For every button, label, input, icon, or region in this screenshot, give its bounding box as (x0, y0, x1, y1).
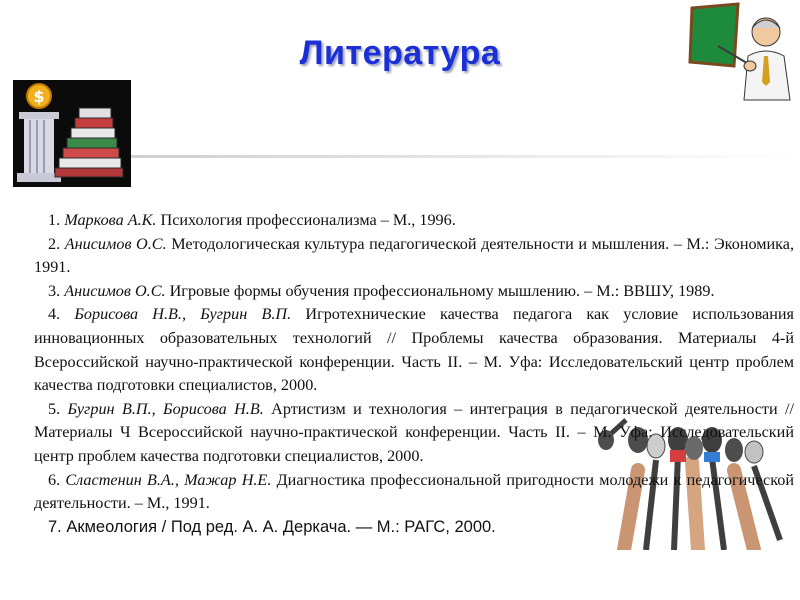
reference-4 (34, 303, 794, 397)
reference-number: 7. (48, 517, 62, 536)
reference-text: Игротехнические качества педагога как условие использования инновационных образовательных технологий // Проблемы качества образования. Материалы 4-й Всероссийской научно-практической конференции. Часть II. – М. Уфа: Исследовательский центр проблем качества подготовки специалистов, 2000. (34, 305, 795, 395)
reference-number: 2. (48, 234, 61, 253)
reference-text: Методологическая культура педагогической деятельности и мышления. – М.: Экономика, 1991. (34, 234, 795, 277)
teacher-pointer-icon (688, 2, 796, 102)
reference-author: Маркова А.К. (64, 211, 157, 229)
reference-6 (34, 469, 794, 516)
reference-author: Сластенин В.А., Мажар Н.Е. (65, 470, 272, 489)
reference-number: 3. (48, 281, 61, 300)
reference-number: 4. (48, 305, 61, 324)
divider-line (131, 155, 800, 158)
reference-author: Борисова Н.В., Бугрин В.П. (74, 305, 292, 324)
reference-number: 6. (48, 470, 61, 489)
reference-text: Диагностика профессиональной пригодности молодежи к педагогической деятельности. – М., 1991. (34, 470, 795, 513)
reference-3 (34, 280, 794, 304)
reference-number: 1. (48, 211, 61, 229)
reference-author: Анисимов О.С. (64, 234, 167, 253)
reference-7 (34, 516, 794, 540)
svg-text:$: $ (33, 87, 45, 106)
reference-text: Психология профессионализма – М., 1996. (160, 211, 456, 229)
reference-2 (34, 233, 794, 280)
page-title: Литература (299, 34, 501, 72)
dollar-pillar-books-icon (13, 80, 131, 187)
references-list (34, 209, 794, 539)
reference-5 (34, 398, 794, 469)
reference-text: Акмеология / Под ред. А. А. Деркача. — М.: РАГС, 2000. (66, 517, 496, 536)
reference-author: Бугрин В.П., Борисова Н.В. (67, 399, 264, 418)
reference-1 (34, 209, 794, 233)
reference-author: Анисимов О.С. (64, 281, 166, 300)
reference-number: 5. (48, 399, 61, 418)
reference-text: Артистизм и технология – интеграция в педагогической деятельности // Материалы Ч Всероссийской научно-практической конференции. Часть II. – М. Уфа: Исследовательский центр проблем качества подготовки специалистов, 2000. (34, 399, 795, 465)
reference-text: Игровые формы обучения профессиональному мышлению. – М.: ВВШУ, 1989. (169, 281, 715, 300)
